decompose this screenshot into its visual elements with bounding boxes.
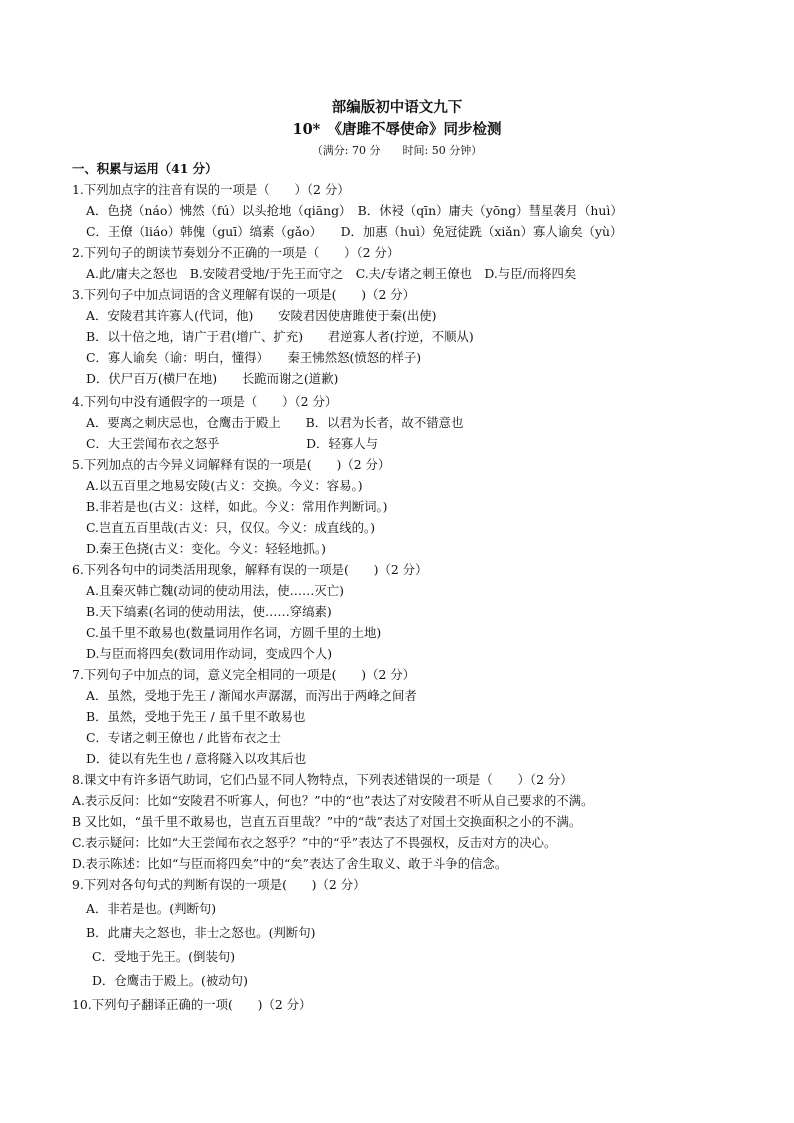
- question-6-option-b: B.天下缟素(名词的使动用法，使……穿缟素): [86, 604, 332, 619]
- question-6-option-c: C.虽千里不敢易也(数量词用作名词，方圆千里的土地): [86, 625, 382, 640]
- question-9-option-a: A．非若是也。(判断句): [86, 901, 217, 916]
- question-1-stem: 1.下列加点字的注音有误的一项是（ ）（2 分）: [72, 182, 350, 197]
- question-6-stem: 6.下列各句中的词类活用现象，解释有误的一项是( )（2 分）: [72, 562, 428, 577]
- question-2-options: A.此/庸夫之怒也 B.安陵君受地/于先王而守之 C.夫/专诸之刺王僚也 D.与臣/而将四矣: [86, 266, 577, 281]
- question-9-stem: 9.下列对各句句式的判断有误的一项是( )（2 分）: [72, 877, 366, 892]
- question-3-option-a: A．安陵君其许寡人(代词，他) 安陵君因使唐雎使于秦(出使): [86, 308, 437, 323]
- question-9-option-c: C．受地于先王。(倒装句): [92, 949, 236, 964]
- question-5-option-d: D.秦王色挠(古义：变化。今义：轻轻地抓。): [86, 541, 326, 556]
- question-7-option-d: D．徒以有先生也 / 意将隧入以攻其后也: [86, 751, 307, 766]
- question-5-stem: 5.下列加点的古今异义词解释有误的一项是( )（2 分）: [72, 457, 391, 472]
- question-9-option-d: D．仓鹰击于殿上。(被动句): [92, 973, 248, 988]
- question-1-option-cd: C．王僚（liáo）韩傀（guī）缟素（gǎo） D．加惠（huì）免冠徒跣（xiǎn）寡人谕矣（yù）: [86, 224, 623, 239]
- question-3-stem: 3.下列句子中加点词语的含义理解有误的一项是( )（2 分）: [72, 287, 416, 302]
- document-title: 部编版初中语文九下: [331, 99, 463, 116]
- question-8-option-a: A.表示反问：比如“安陵君不听寡人，何也？”中的“也”表达了对安陵君不听从自己要求的不满。: [72, 793, 594, 808]
- question-9-option-b: B．此庸夫之怒也，非士之怒也。(判断句): [86, 925, 316, 940]
- question-8-option-d: D.表示陈述：比如“与臣而将四矣”中的“矣”表达了舍生取义、敢于斗争的信念。: [72, 856, 508, 871]
- question-6-option-d: D.与臣而将四矣(数词用作动词，变成四个人): [86, 646, 333, 661]
- question-5-option-a: A.以五百里之地易安陵(古义：交换。今义：容易。): [86, 478, 363, 493]
- question-7-option-c: C．专诸之刺王僚也 / 此皆布衣之士: [86, 730, 282, 745]
- question-3-option-c: C．寡人谕矣（谕：明白，懂得） 秦王怫然怒(愤怒的样子): [86, 350, 422, 365]
- question-3-option-b: B．以十倍之地，请广于君(增广、扩充) 君逆寡人者(拧逆，不顺从): [86, 329, 474, 344]
- question-1-option-ab: A．色挠（náo）怫然（fú）以头抢地（qiāng） B．休祲（qīn）庸夫（yōng）彗星袭月（huì）: [86, 203, 623, 218]
- document-subtitle: 10* 《唐雎不辱使命》同步检测: [292, 121, 502, 138]
- question-7-option-b: B．虽然，受地于先王 / 虽千里不敢易也: [86, 709, 306, 724]
- question-4-option-ab: A．要离之刺庆忌也，仓鹰击于殿上 B．以君为长者，故不错意也: [86, 415, 464, 430]
- question-10-stem: 10.下列句子翻译正确的一项( )（2 分）: [72, 997, 312, 1012]
- question-7-stem: 7.下列句子中加点的词，意义完全相同的一项是( )（2 分）: [72, 667, 416, 682]
- question-5-option-b: B.非若是也(古义：这样，如此。今义：常用作判断词。): [86, 499, 388, 514]
- question-3-option-d: D．伏尸百万(横尸在地) 长跪而谢之(道歉): [86, 371, 339, 386]
- question-4-option-cd: C．大王尝闻布衣之怒乎 D．轻寡人与: [86, 436, 379, 451]
- question-8-option-b: B 又比如，“虽千里不敢易也，岂直五百里哉？”中的“哉”表达了对国土交换面积之小的不满。: [72, 814, 582, 829]
- question-8-stem: 8.课文中有许多语气助词，它们凸显不同人物特点，下列表述错误的一项是（ ）（2 分）: [72, 772, 573, 787]
- section-heading: 一、积累与运用（41 分）: [72, 161, 218, 176]
- question-7-option-a: A．虽然，受地于先王 / 渐闻水声潺潺，而泻出于两峰之间者: [86, 688, 417, 703]
- question-8-option-c: C.表示疑问：比如“大王尝闻布衣之怒乎？”中的“乎”表达了不畏强权，反击对方的决心。: [72, 835, 557, 850]
- question-2-stem: 2.下列句子的朗读节奏划分不正确的一项是（ ）（2 分）: [72, 245, 400, 260]
- question-6-option-a: A.且秦灭韩亡魏(动词的使动用法，使……灭亡): [86, 583, 344, 598]
- question-4-stem: 4.下列句中没有通假字的一项是（ ）（2 分）: [72, 394, 338, 409]
- document-meta: （满分: 70 分 时间: 50 分钟）: [311, 144, 483, 157]
- question-5-option-c: C.岂直五百里哉(古义：只，仅仅。今义：成直线的。): [86, 520, 376, 535]
